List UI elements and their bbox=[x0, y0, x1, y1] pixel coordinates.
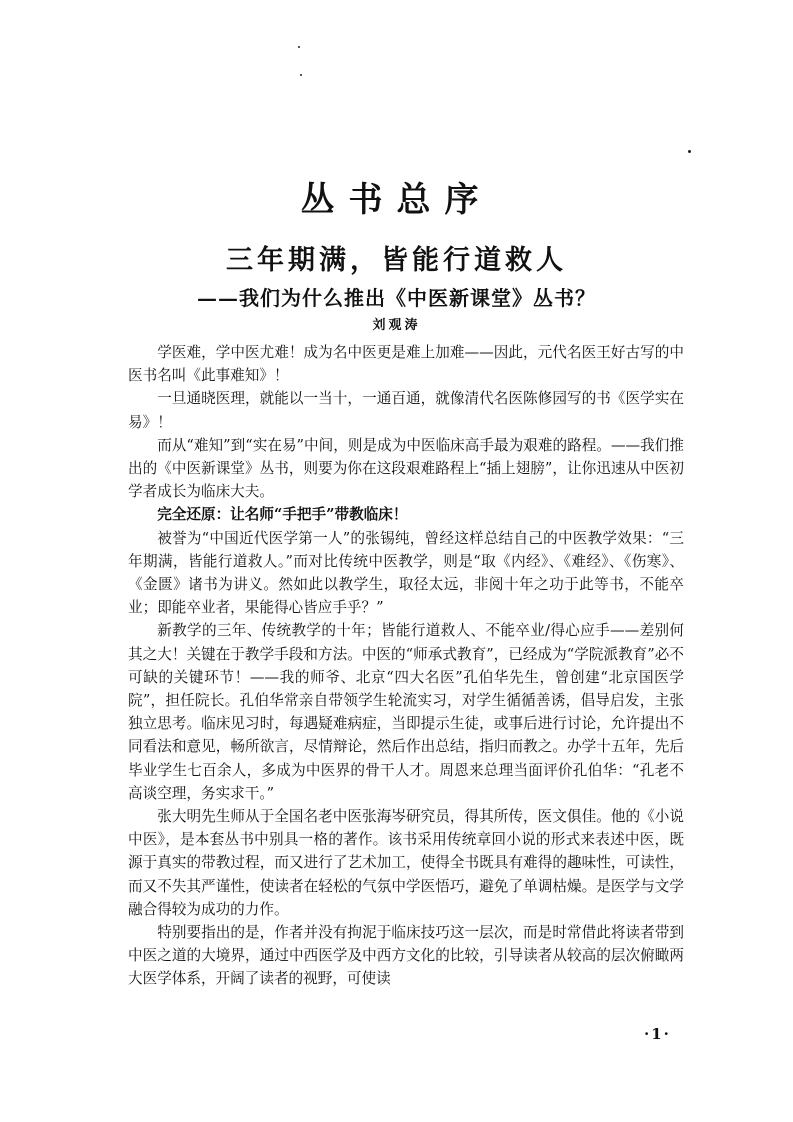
paragraph: 一旦通晓医理，就能以一当十，一通百通，就像清代名医陈修园写的书《医学实在易》！ bbox=[128, 390, 684, 431]
paragraph: 新教学的三年、传统教学的十年；皆能行道救人、不能卒业/得心应手——差别何其之大！关键在于教学手段和方法。中医的“师承式教育”，已经成为“学院派教育”必不可缺的关键环节！——我的师爷、北京“四大名医”孔伯华先生，曾创建“北京国医学院”，担任院长。孔伯华常亲自带领学生轮流实习，对学生循循善诱，倡导启发，主张独立思考。临床见习时，每遇疑难病症，当即提示生徒，或事后进行讨论，允许提出不同看法和意见，畅所欲言，尽情辩论，然后作出总结，指归而教之。办学十五年，先后毕业学生七百余人，多成为中医界的骨干人才。周恩来总理当面评价孔伯华：“孔老不高谈空理，务实求干。” bbox=[128, 622, 684, 802]
scan-speck bbox=[300, 74, 302, 76]
author: 刘观涛 bbox=[372, 318, 421, 333]
scan-speck bbox=[298, 46, 300, 48]
page-number: ·1· bbox=[644, 1025, 671, 1043]
scan-speck bbox=[688, 150, 691, 153]
paragraph: 学医难，学中医尤难！成为名中医更是难上加难——因此，元代名医王好古写的中医书名叫《此事难知》！ bbox=[128, 344, 684, 385]
subtitle-secondary: ——我们为什么推出《中医新课堂》丛书？ bbox=[197, 286, 596, 310]
page-title: 丛书总序 bbox=[300, 180, 493, 220]
paragraph: 被誉为“中国近代医学第一人”的张锡纯，曾经这样总结自己的中医教学效果：“三年期满，皆能行道救人。”而对比传统中医教学，则是“取《内经》、《难经》、《伤寒》、《金匮》诸书为讲义。然如此以教学生，取径太远，非阅十年之功于此等书，不能卒业；即能卒业者，果能得心皆应手乎？” bbox=[128, 529, 684, 617]
paragraph: 而从“难知”到“实在易”中间，则是成为中医临床高手最为艰难的路程。——我们推出的《中医新课堂》丛书，则要为你在这段艰难路程上“插上翅膀”，让你迅速从中医初学者成长为临床大夫。 bbox=[128, 436, 684, 501]
body-text bbox=[128, 341, 684, 991]
subtitle: 三年期满，皆能行道救人 bbox=[226, 245, 567, 276]
paragraph: 特别要指出的是，作者并没有拘泥于临床技巧这一层次，而是时常借此将读者带到中医之道的大境界，通过中西医学及中西方文化的比较，引导读者从较高的层次俯瞰两大医学体系，开阔了读者的视野，可使读 bbox=[128, 924, 684, 988]
section-heading: 完全还原：让名师“手把手”带教临床！ bbox=[157, 506, 408, 524]
paragraph: 张大明先生师从于全国名老中医张海岑研究员，得其所传，医文俱佳。他的《小说中医》，是本套丛书中别具一格的著作。该书采用传统章回小说的形式来表述中医，既源于真实的带教过程，而又进行了艺术加工，使得全书既具有难得的趣味性，可读性，而又不失其严谨性，使读者在轻松的气氛中学医悟巧，避免了单调枯燥。是医学与文学融合得较为成功的力作。 bbox=[128, 808, 684, 918]
